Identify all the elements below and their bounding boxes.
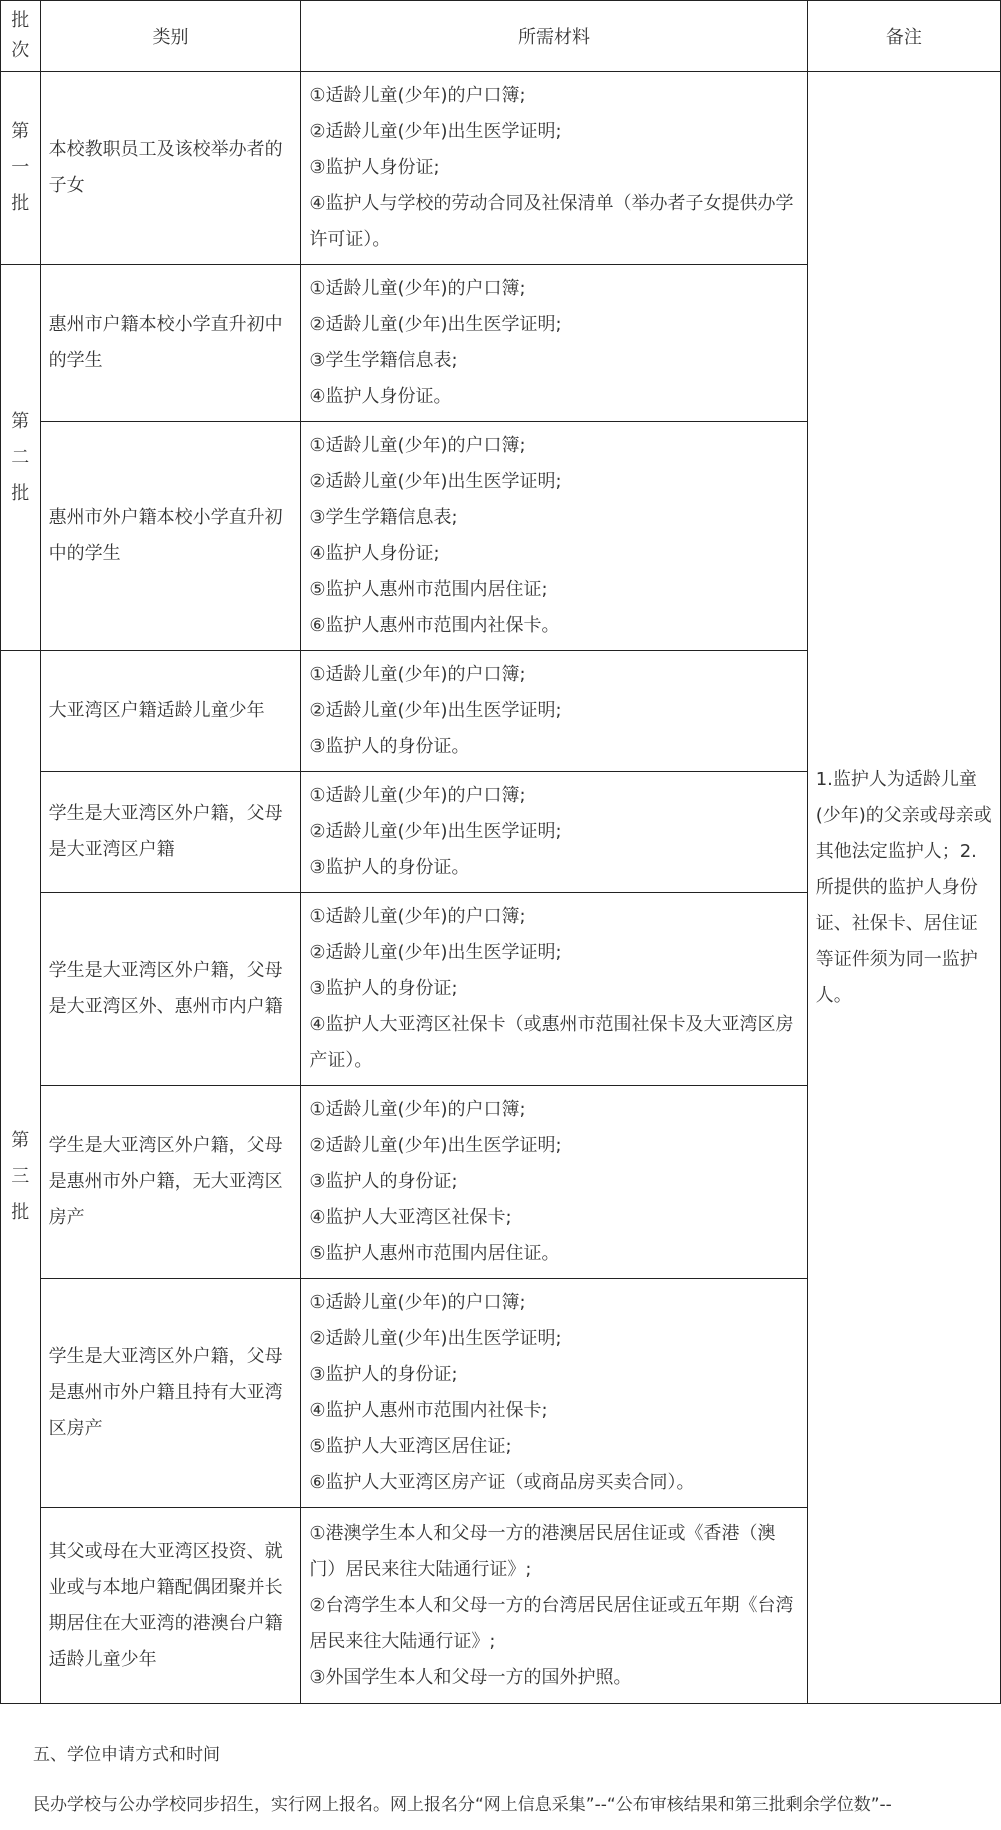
batch-1-cell: 第 一 批 <box>1 72 41 265</box>
category-cell: 惠州市外户籍本校小学直升初中的学生 <box>40 422 301 651</box>
table-row <box>1 72 1001 265</box>
category-cell: 惠州市户籍本校小学直升初中的学生 <box>40 265 301 422</box>
section-five <box>33 1730 1001 1830</box>
materials-cell: ①适龄儿童(少年)的户口簿; ②适龄儿童(少年)出生医学证明; ③学生学籍信息表; ④监护人身份证。 <box>301 265 807 422</box>
materials-cell: ①适龄儿童(少年)的户口簿; ②适龄儿童(少年)出生医学证明; ③监护人的身份证; ④监护人大亚湾区社保卡; ⑤监护人惠州市范围内居住证。 <box>301 1086 807 1279</box>
remark-cell: 1.监护人为适龄儿童(少年)的父亲或母亲或其他法定监护人；2.所提供的监护人身份证、社保卡、居住证等证件须为同一监护人。 <box>807 72 1000 1704</box>
category-cell: 学生是大亚湾区外户籍，父母是惠州市外户籍，无大亚湾区房产 <box>40 1086 301 1279</box>
materials-cell: ①港澳学生本人和父母一方的港澳居民居住证或《香港（澳门）居民来往大陆通行证》; ②台湾学生本人和父母一方的台湾居民居住证或五年期《台湾居民来往大陆通行证》; ③外国学生本人和父母一方的国外护照。 <box>301 1508 807 1704</box>
materials-cell: ①适龄儿童(少年)的户口簿; ②适龄儿童(少年)出生医学证明; ③学生学籍信息表; ④监护人身份证; ⑤监护人惠州市范围内居住证; ⑥监护人惠州市范围内社保卡。 <box>301 422 807 651</box>
batch-3-cell: 第 三 批 <box>1 651 41 1704</box>
materials-cell: ①适龄儿童(少年)的户口簿; ②适龄儿童(少年)出生医学证明; ③监护人的身份证。 <box>301 772 807 893</box>
category-cell: 学生是大亚湾区外户籍，父母是大亚湾区外、惠州市内户籍 <box>40 893 301 1086</box>
header-category: 类别 <box>40 1 301 72</box>
section-title: 五、学位申请方式和时间 <box>33 1745 220 1765</box>
header-batch: 批 次 <box>1 1 41 72</box>
category-cell: 学生是大亚湾区外户籍，父母是惠州市外户籍且持有大亚湾区房产 <box>40 1279 301 1508</box>
header-remark: 备注 <box>807 1 1000 72</box>
materials-cell: ①适龄儿童(少年)的户口簿; ②适龄儿童(少年)出生医学证明; ③监护人身份证; ④监护人与学校的劳动合同及社保清单（举办者子女提供办学许可证）。 <box>301 72 807 265</box>
table-header-row <box>1 1 1001 72</box>
materials-cell: ①适龄儿童(少年)的户口簿; ②适龄儿童(少年)出生医学证明; ③监护人的身份证; ④监护人惠州市范围内社保卡; ⑤监护人大亚湾区居住证; ⑥监护人大亚湾区房产证（或商品房买卖合同）。 <box>301 1279 807 1508</box>
batch-2-cell: 第 二 批 <box>1 265 41 651</box>
header-materials: 所需材料 <box>301 1 807 72</box>
category-cell: 其父或母在大亚湾区投资、就业或与本地户籍配偶团聚并长期居住在大亚湾的港澳台户籍适龄儿童少年 <box>40 1508 301 1704</box>
materials-cell: ①适龄儿童(少年)的户口簿; ②适龄儿童(少年)出生医学证明; ③监护人的身份证; ④监护人大亚湾区社保卡（或惠州市范围社保卡及大亚湾区房产证）。 <box>301 893 807 1086</box>
category-cell: 大亚湾区户籍适龄儿童少年 <box>40 651 301 772</box>
category-cell: 学生是大亚湾区外户籍，父母是大亚湾区户籍 <box>40 772 301 893</box>
category-cell: 本校教职员工及该校举办者的子女 <box>40 72 301 265</box>
section-text: 民办学校与公办学校同步招生，实行网上报名。网上报名分“网上信息采集”--“公布审核结果和第三批剩余学位数”-- <box>33 1795 892 1815</box>
materials-cell: ①适龄儿童(少年)的户口簿; ②适龄儿童(少年)出生医学证明; ③监护人的身份证。 <box>301 651 807 772</box>
